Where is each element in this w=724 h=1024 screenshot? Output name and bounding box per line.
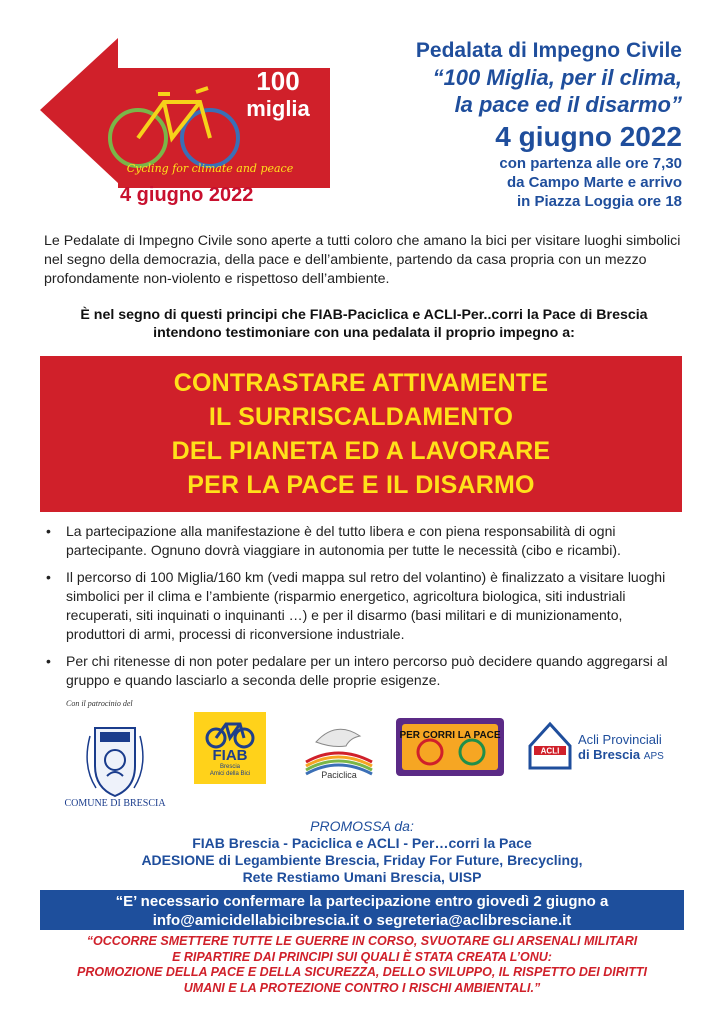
acli-line1: Acli Provinciali <box>578 732 662 747</box>
confirmation-line1: “E’ necessario confermare la partecipazione entro giovedì 2 giugno a <box>115 893 609 910</box>
event-title-line1: “100 Miglia, per il clima, <box>432 65 682 90</box>
logo-word: miglia <box>246 96 310 121</box>
event-type: Pedalata di Impegno Civile <box>415 39 682 62</box>
acli-name <box>578 732 664 764</box>
logo-tagline: Cycling for climate and peace <box>126 162 294 175</box>
confirmation-bar <box>40 890 684 930</box>
fiab-name: FIAB <box>212 747 248 764</box>
percorri-text: PER CORRI LA PACE <box>399 730 501 741</box>
acli-aps: APS <box>643 751 664 762</box>
comune-label: COMUNE DI BRESCIA <box>64 798 166 809</box>
intro-paragraph: Le Pedalate di Impegno Civile sono aperte a tutti coloro che amano la bici per visitare luoghi simbolici nel segno della democrazia, della pace e dell’ambiente, partendo da casa propria con un mezzo profondamente non-violento e rispettoso dell’ambiente. <box>44 233 681 287</box>
event-title-line2: la pace ed il disarmo” <box>454 92 682 117</box>
event-info-arrival: in Piazza Loggia ore 18 <box>516 193 682 210</box>
quote-line4: UMANI E LA PROTEZIONE CONTRO I RISCHI AMBIENTALI.” <box>183 980 541 995</box>
event-info-place: da Campo Marte e arrivo <box>506 174 682 191</box>
event-info-start: con partenza alle ore 7,30 <box>499 155 682 172</box>
list-item: • La partecipazione alla manifestazione è del tutto libera e con piena responsabilità di ogni partecipante. Ognuno dovrà viaggiare in autonomia per tutte le necessità (cibo e ricambi). <box>44 522 684 560</box>
mission-banner <box>40 356 682 512</box>
promoters-line3: Rete Restiamo Umani Brescia, UISP <box>242 869 482 885</box>
event-logo <box>40 38 330 208</box>
fiab-city: Brescia <box>219 764 240 770</box>
event-date: 4 giugno 2022 <box>495 121 682 152</box>
banner-line4: PER LA PACE E IL DISARMO <box>187 471 535 499</box>
banner-line1: CONTRASTARE ATTIVAMENTE <box>173 369 549 397</box>
event-header <box>302 38 682 211</box>
fiab-tagline: Amici della Bici <box>209 771 251 777</box>
rules-list <box>44 522 684 698</box>
confirmation-emails[interactable]: info@amicidellabicibrescia.it o segreteria@aclibresciane.it <box>152 912 572 929</box>
principles-statement <box>44 306 684 342</box>
acli-line2: di Brescia APS <box>578 747 664 762</box>
promoters-line1: FIAB Brescia - Paciclica e ACLI - Per…corri la Pace <box>192 835 532 851</box>
fiab-subtitle <box>194 764 266 778</box>
principles-line2: intendono testimoniare con una pedalata il proprio impegno a: <box>153 325 575 341</box>
fiab-bicycle-icon <box>194 712 266 752</box>
banner-line2: IL SURRISCALDAMENTO <box>208 403 514 431</box>
comune-brescia-crest-icon <box>60 716 170 806</box>
paciclica-label: Paciclica <box>321 770 357 780</box>
quote-line2: E RIPARTIRE DAI PRINCIPI SUI QUALI È STATA CREATA L’ONU: <box>172 949 552 964</box>
banner-line3: DEL PIANETA ED A LAVORARE <box>171 437 551 465</box>
promoters-line2: ADESIONE di Legambiente Brescia, Friday For Future, Brecycling, <box>141 852 583 868</box>
logo-number: 100 <box>256 66 300 96</box>
quote-line3: PROMOZIONE DELLA PACE E DELLA SICUREZZA, DELLO SVILUPPO, IL RISPETTO DEI DIRITTI <box>77 965 647 979</box>
promoters-section <box>40 818 684 886</box>
percorri-pace-logo-icon <box>396 718 504 776</box>
patronage-label: Con il patrocinio del <box>66 699 133 708</box>
promoters-label: PROMOSSA da: <box>310 818 414 834</box>
logo-date: 4 giugno 2022 <box>120 184 254 206</box>
closing-quote <box>40 934 684 996</box>
quote-line1: “OCCORRE SMETTERE TUTTE LE GUERRE IN CORSO, SVUOTARE GLI ARSENALI MILITARI <box>86 934 638 948</box>
principles-line1: È nel segno di questi principi che FIAB-Paciclica e ACLI-Per..corri la Pace di Brescia <box>80 307 648 323</box>
acli-mark: ACLI <box>540 746 560 756</box>
list-item: • Per chi ritenesse di non poter pedalare per un intero percorso può decidere quando aggregarsi al gruppo e quando lasciarlo a seconda delle proprie esigenze. <box>44 652 684 690</box>
list-item: • Il percorso di 100 Miglia/160 km (vedi mappa sul retro del volantino) è finalizzato a visitare luoghi simbolici per il clima e l’ambiente (risparmio energetico, agricoltura biologica, siti industriali recuperati, siti inquinati o inquinanti …) e per il disarmo (basi militari e di munizionamento, produttori di armi, processi di riconversione industriale. <box>44 568 684 644</box>
